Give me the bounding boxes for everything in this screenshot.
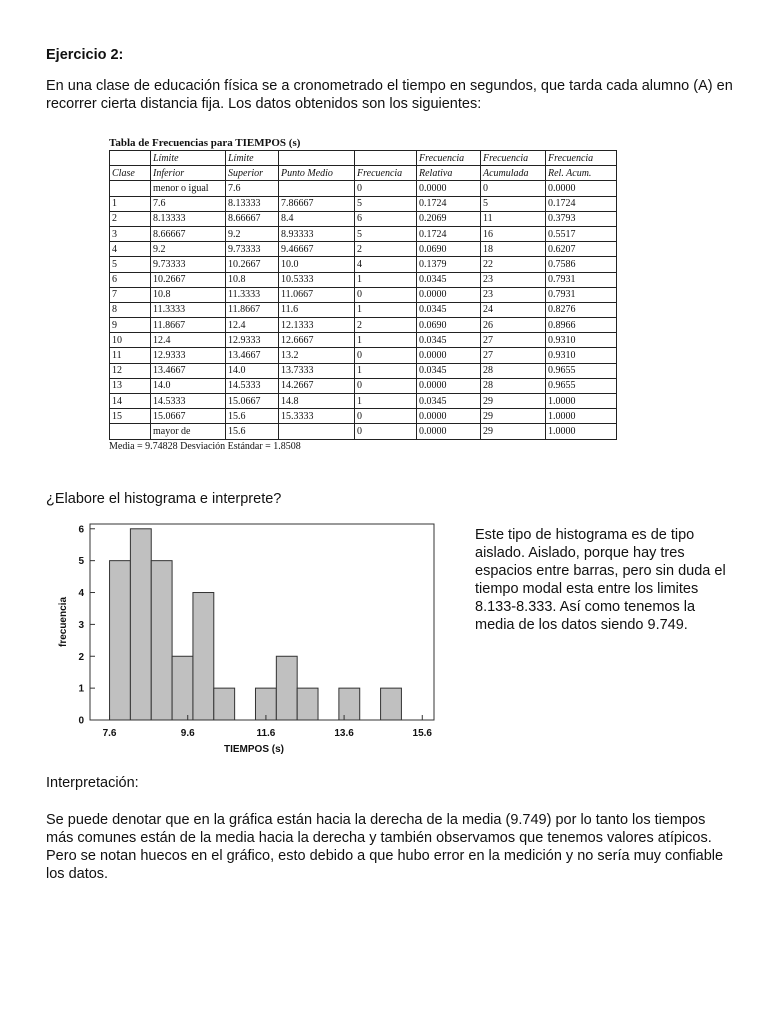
table-row bbox=[110, 211, 617, 226]
table-cell: Punto Medio bbox=[279, 166, 355, 181]
table-cell: 10.8 bbox=[151, 287, 226, 302]
table-cell: 5 bbox=[481, 196, 546, 211]
table-row bbox=[110, 424, 617, 439]
table-cell: Frecuencia bbox=[481, 151, 546, 166]
table-cell: Frecuencia bbox=[546, 151, 617, 166]
table-row bbox=[110, 318, 617, 333]
table-cell: 27 bbox=[481, 333, 546, 348]
table-cell: 11.3333 bbox=[151, 302, 226, 317]
table-cell: 13.4667 bbox=[151, 363, 226, 378]
table-cell: 23 bbox=[481, 287, 546, 302]
table-cell: 0.6207 bbox=[546, 242, 617, 257]
table-cell: 1 bbox=[355, 394, 417, 409]
table-cell: 11.6 bbox=[279, 302, 355, 317]
table-cell: 9.2 bbox=[226, 226, 279, 241]
table-cell: 11.8667 bbox=[151, 318, 226, 333]
table-cell: 11.8667 bbox=[226, 302, 279, 317]
table-cell: 15 bbox=[110, 409, 151, 424]
table-cell: 5 bbox=[355, 196, 417, 211]
y-tick-label: 5 bbox=[78, 556, 84, 568]
table-cell: 14.0 bbox=[151, 378, 226, 393]
table-cell: 12.9333 bbox=[226, 333, 279, 348]
table-cell bbox=[110, 181, 151, 196]
table-cell: 0.1724 bbox=[417, 196, 481, 211]
table-cell: 6 bbox=[355, 211, 417, 226]
table-cell: 15.0667 bbox=[151, 409, 226, 424]
table-header-row bbox=[110, 166, 617, 181]
table-cell: 7.6 bbox=[226, 181, 279, 196]
table-cell: 14.8 bbox=[279, 394, 355, 409]
table-row bbox=[110, 394, 617, 409]
table-cell: 23 bbox=[481, 272, 546, 287]
frequency-table-block bbox=[109, 136, 616, 453]
table-row bbox=[110, 181, 617, 196]
table-cell: 0.0345 bbox=[417, 333, 481, 348]
table-cell: 1 bbox=[355, 302, 417, 317]
table-cell: 2 bbox=[110, 211, 151, 226]
table-cell: 5 bbox=[355, 226, 417, 241]
table-row bbox=[110, 242, 617, 257]
table-cell: 0.0345 bbox=[417, 272, 481, 287]
table-cell: Rel. Acum. bbox=[546, 166, 617, 181]
table-cell: 10.2667 bbox=[226, 257, 279, 272]
table-cell: 0.0690 bbox=[417, 318, 481, 333]
table-cell: 15.3333 bbox=[279, 409, 355, 424]
table-cell: 0.0000 bbox=[546, 181, 617, 196]
table-cell: 11 bbox=[110, 348, 151, 363]
table-row bbox=[110, 272, 617, 287]
table-header-row bbox=[110, 151, 617, 166]
table-cell: 0.1724 bbox=[417, 226, 481, 241]
table-cell: 8.4 bbox=[279, 211, 355, 226]
y-tick-label: 2 bbox=[78, 651, 84, 663]
table-cell: 0.0345 bbox=[417, 394, 481, 409]
table-cell: 18 bbox=[481, 242, 546, 257]
table-cell: 0.0000 bbox=[417, 378, 481, 393]
table-row bbox=[110, 257, 617, 272]
table-cell: 0.3793 bbox=[546, 211, 617, 226]
table-cell: 0.5517 bbox=[546, 226, 617, 241]
table-row bbox=[110, 226, 617, 241]
table-cell: Límite bbox=[226, 151, 279, 166]
x-tick-label: 15.6 bbox=[412, 728, 433, 739]
table-cell: 7.6 bbox=[151, 196, 226, 211]
histogram-bar bbox=[381, 688, 402, 720]
table-cell bbox=[279, 424, 355, 439]
histogram-bar bbox=[339, 688, 360, 720]
table-cell: 8 bbox=[110, 302, 151, 317]
table-cell bbox=[355, 151, 417, 166]
y-tick-label: 1 bbox=[78, 683, 84, 695]
table-cell bbox=[110, 151, 151, 166]
y-tick-label: 4 bbox=[78, 588, 84, 600]
table-cell: 0.9655 bbox=[546, 363, 617, 378]
table-cell: 13.2 bbox=[279, 348, 355, 363]
table-cell: 0.8276 bbox=[546, 302, 617, 317]
table-cell: 1 bbox=[355, 272, 417, 287]
table-cell: 0.0690 bbox=[417, 242, 481, 257]
table-cell: 0 bbox=[481, 181, 546, 196]
table-cell: Acumulada bbox=[481, 166, 546, 181]
table-cell: 1.0000 bbox=[546, 424, 617, 439]
x-axis-label: TIEMPOS (s) bbox=[223, 744, 285, 755]
table-row bbox=[110, 363, 617, 378]
table-cell bbox=[279, 151, 355, 166]
table-cell: Frecuencia bbox=[417, 151, 481, 166]
intro-paragraph: En una clase de educación física se a cronometrado el tiempo en segundos, que tarda cada alumno (A) en recorrer cierta distancia fija. Los datos obtenidos son los siguientes: bbox=[46, 78, 733, 112]
x-tick-label: 9.6 bbox=[180, 728, 195, 739]
y-tick-label: 3 bbox=[78, 619, 84, 631]
table-row bbox=[110, 333, 617, 348]
table-cell: 29 bbox=[481, 394, 546, 409]
table-cell: Límite bbox=[151, 151, 226, 166]
table-cell: Superior bbox=[226, 166, 279, 181]
table-cell: 0.9310 bbox=[546, 333, 617, 348]
table-cell: 3 bbox=[110, 226, 151, 241]
x-tick-label: 7.6 bbox=[102, 728, 117, 739]
table-row bbox=[110, 196, 617, 211]
table-cell: 8.66667 bbox=[151, 226, 226, 241]
table-cell: 9 bbox=[110, 318, 151, 333]
table-cell: 1 bbox=[355, 363, 417, 378]
histogram-bar bbox=[276, 656, 297, 720]
table-cell: 14.5333 bbox=[151, 394, 226, 409]
question-text: ¿Elabore el histograma e interprete? bbox=[46, 491, 282, 507]
histogram-bar bbox=[193, 593, 214, 720]
histogram-bar bbox=[151, 561, 172, 720]
table-cell: 0 bbox=[355, 348, 417, 363]
table-cell: 0.7931 bbox=[546, 272, 617, 287]
table-cell: 8.13333 bbox=[226, 196, 279, 211]
table-row bbox=[110, 348, 617, 363]
table-cell: Frecuencia bbox=[355, 166, 417, 181]
table-cell: 0.0345 bbox=[417, 363, 481, 378]
table-cell bbox=[279, 181, 355, 196]
table-cell: 0.9655 bbox=[546, 378, 617, 393]
table-cell: 27 bbox=[481, 348, 546, 363]
table-cell: 8.66667 bbox=[226, 211, 279, 226]
histogram-chart bbox=[56, 520, 470, 764]
table-cell: 16 bbox=[481, 226, 546, 241]
histogram-bar bbox=[110, 561, 131, 720]
table-row bbox=[110, 302, 617, 317]
histogram-bar bbox=[297, 688, 318, 720]
table-cell: 12.4 bbox=[151, 333, 226, 348]
y-tick-label: 6 bbox=[78, 524, 84, 536]
table-cell: 12.4 bbox=[226, 318, 279, 333]
table-cell: 0 bbox=[355, 409, 417, 424]
table-cell: 2 bbox=[355, 242, 417, 257]
y-tick-label: 0 bbox=[78, 715, 84, 727]
table-cell: 29 bbox=[481, 409, 546, 424]
table-cell: 1.0000 bbox=[546, 394, 617, 409]
table-cell: 9.2 bbox=[151, 242, 226, 257]
table-cell: 0 bbox=[355, 378, 417, 393]
table-cell: 29 bbox=[481, 424, 546, 439]
y-axis-label: frecuencia bbox=[58, 596, 69, 648]
table-cell: 0 bbox=[355, 181, 417, 196]
frequency-table bbox=[109, 150, 617, 440]
table-cell: 11.3333 bbox=[226, 287, 279, 302]
table-cell: 0 bbox=[355, 424, 417, 439]
table-cell: 15.0667 bbox=[226, 394, 279, 409]
table-row bbox=[110, 409, 617, 424]
table-row bbox=[110, 378, 617, 393]
histogram-svg bbox=[56, 520, 470, 764]
table-cell: 8.93333 bbox=[279, 226, 355, 241]
table-cell: 9.46667 bbox=[279, 242, 355, 257]
table-cell: 12.6667 bbox=[279, 333, 355, 348]
table-cell bbox=[110, 424, 151, 439]
x-tick-label: 13.6 bbox=[334, 728, 354, 739]
table-cell: 12.9333 bbox=[151, 348, 226, 363]
table-cell: 0.2069 bbox=[417, 211, 481, 226]
table-cell: 26 bbox=[481, 318, 546, 333]
table-cell: 0.0000 bbox=[417, 348, 481, 363]
table-cell: 14.5333 bbox=[226, 378, 279, 393]
table-cell: 6 bbox=[110, 272, 151, 287]
table-cell: Relativa bbox=[417, 166, 481, 181]
table-cell: 22 bbox=[481, 257, 546, 272]
histogram-bar bbox=[172, 656, 193, 720]
table-cell: 7.86667 bbox=[279, 196, 355, 211]
table-cell: 0.0345 bbox=[417, 302, 481, 317]
exercise-heading: Ejercicio 2: bbox=[46, 47, 124, 63]
table-cell: 28 bbox=[481, 363, 546, 378]
table-cell: 0.8966 bbox=[546, 318, 617, 333]
table-row bbox=[110, 287, 617, 302]
table-cell: 10.2667 bbox=[151, 272, 226, 287]
table-cell: 0.9310 bbox=[546, 348, 617, 363]
table-cell: 24 bbox=[481, 302, 546, 317]
table-cell: 0.0000 bbox=[417, 287, 481, 302]
table-cell: 14.2667 bbox=[279, 378, 355, 393]
table-cell: 4 bbox=[110, 242, 151, 257]
table-cell: 8.13333 bbox=[151, 211, 226, 226]
table-cell: 2 bbox=[355, 318, 417, 333]
table-cell: 15.6 bbox=[226, 424, 279, 439]
table-cell: 9.73333 bbox=[151, 257, 226, 272]
table-cell: 15.6 bbox=[226, 409, 279, 424]
table-cell: 10.5333 bbox=[279, 272, 355, 287]
table-cell: 0.0000 bbox=[417, 181, 481, 196]
histogram-description: Este tipo de histograma es de tipo aislado. Aislado, porque hay tres espacios entre barras, pero sin duda el tiempo modal esta entre los limites 8.133-8.333. Así como tenemos la media de los datos siendo 9.749. bbox=[475, 527, 726, 633]
table-cell: 13.7333 bbox=[279, 363, 355, 378]
table-cell: Clase bbox=[110, 166, 151, 181]
table-cell: Inferior bbox=[151, 166, 226, 181]
table-cell: 14 bbox=[110, 394, 151, 409]
table-cell: 1 bbox=[110, 196, 151, 211]
histogram-bar bbox=[130, 529, 151, 720]
table-cell: 0.0000 bbox=[417, 409, 481, 424]
table-cell: 4 bbox=[355, 257, 417, 272]
table-cell: 0.7931 bbox=[546, 287, 617, 302]
table-cell: 10.8 bbox=[226, 272, 279, 287]
table-cell: 5 bbox=[110, 257, 151, 272]
table-cell: 0.1724 bbox=[546, 196, 617, 211]
table-cell: 11 bbox=[481, 211, 546, 226]
table-title: Tabla de Frecuencias para TIEMPOS (s) bbox=[109, 137, 301, 149]
table-cell: 10.0 bbox=[279, 257, 355, 272]
table-cell: mayor de bbox=[151, 424, 226, 439]
table-cell: 12.1333 bbox=[279, 318, 355, 333]
table-cell: 10 bbox=[110, 333, 151, 348]
table-cell: 0.0000 bbox=[417, 424, 481, 439]
table-cell: 11.0667 bbox=[279, 287, 355, 302]
interpretation-paragraph: Se puede denotar que en la gráfica están hacia la derecha de la media (9.749) por lo tanto los tiempos más comunes están de la media hacia la derecha y también observamos que tenemos valores atípicos. Pero se notan huecos en el gráfico, esto debido a que hubo error en la medición y no sería muy confiable los datos. bbox=[46, 812, 724, 882]
table-cell: menor o igual bbox=[151, 181, 226, 196]
table-cell: 13.4667 bbox=[226, 348, 279, 363]
histogram-bar bbox=[214, 688, 235, 720]
table-cell: 0.1379 bbox=[417, 257, 481, 272]
table-cell: 0 bbox=[355, 287, 417, 302]
x-tick-label: 11.6 bbox=[256, 728, 276, 739]
table-cell: 28 bbox=[481, 378, 546, 393]
table-cell: 7 bbox=[110, 287, 151, 302]
table-cell: 12 bbox=[110, 363, 151, 378]
table-cell: 0.7586 bbox=[546, 257, 617, 272]
table-footer-stats: Media = 9.74828 Desviación Estándar = 1.8508 bbox=[109, 440, 301, 452]
table-cell: 9.73333 bbox=[226, 242, 279, 257]
table-cell: 14.0 bbox=[226, 363, 279, 378]
table-cell: 1 bbox=[355, 333, 417, 348]
table-cell: 13 bbox=[110, 378, 151, 393]
table-cell: 1.0000 bbox=[546, 409, 617, 424]
interpretation-title: Interpretación: bbox=[46, 775, 139, 791]
